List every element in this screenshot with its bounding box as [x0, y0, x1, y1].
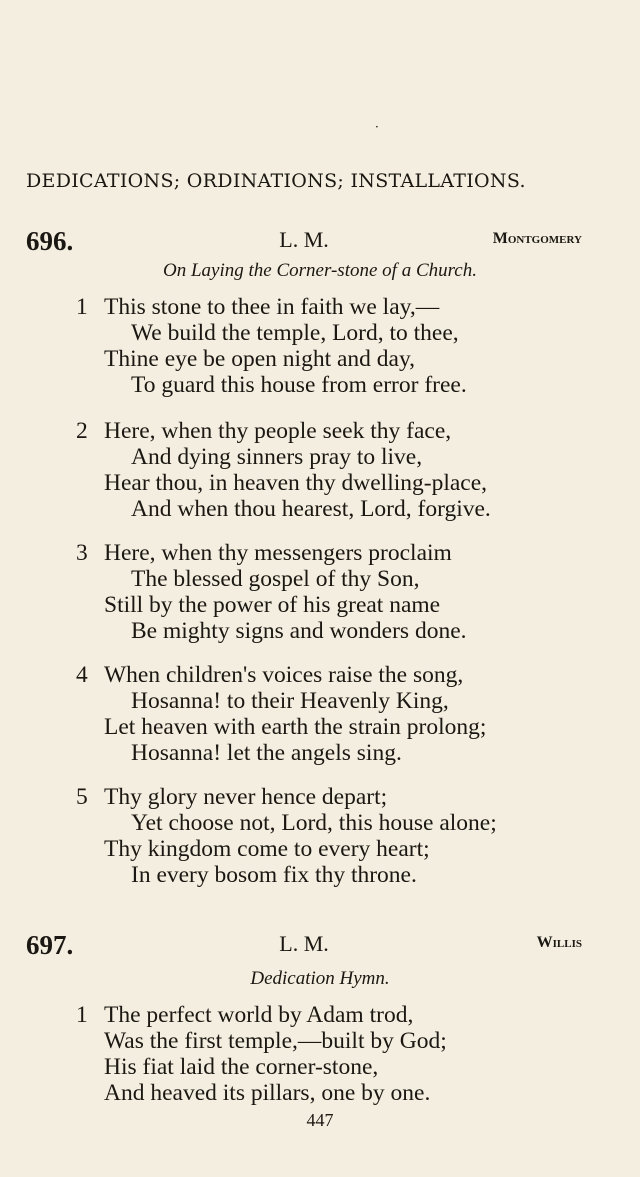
verse-line: The perfect world by Adam trod,	[104, 1002, 414, 1028]
section-header: DEDICATIONS; ORDINATIONS; INSTALLATIONS.	[26, 170, 526, 192]
verse-line: Thine eye be open night and day,	[104, 346, 416, 372]
hymn-composer: Willis	[536, 934, 582, 951]
hymn-subtitle: Dedication Hymn.	[250, 968, 390, 989]
verse-line: Here, when thy messengers proclaim	[104, 540, 452, 566]
verse-line: This stone to thee in faith we lay,—	[104, 294, 440, 320]
verse-line: The blessed gospel of thy Son,	[131, 566, 420, 592]
verse-line: Thy glory never hence depart;	[104, 784, 388, 810]
verse-line: And when thou hearest, Lord, forgive.	[131, 496, 491, 522]
verse-line: Here, when thy people seek thy face,	[104, 418, 452, 444]
hymn-number: 696.	[26, 226, 74, 256]
verse-line: When children's voices raise the song,	[104, 662, 464, 688]
verse-line: To guard this house from error free.	[131, 372, 467, 398]
hymn-number: 697.	[26, 930, 74, 960]
hymn-meter: L. M.	[279, 227, 329, 252]
verse-line: In every bosom fix thy throne.	[131, 862, 417, 888]
print-speck: ·	[375, 120, 379, 134]
verse-line: Hear thou, in heaven thy dwelling-place,	[104, 470, 488, 496]
verse-line: Hosanna! let the angels sing.	[131, 740, 402, 766]
hymn-subtitle: On Laying the Corner-stone of a Church.	[163, 260, 477, 281]
verse-line: Was the first temple,—built by God;	[104, 1028, 447, 1054]
verse-line: And dying sinners pray to live,	[131, 444, 423, 470]
stanza-number: 2	[76, 418, 88, 444]
stanza-number: 5	[76, 784, 88, 810]
hymn-meter: L. M.	[279, 931, 329, 956]
verse-line: Still by the power of his great name	[104, 592, 441, 618]
page-number: 447	[306, 1110, 334, 1130]
stanza-number: 4	[76, 662, 88, 688]
verse-line: Hosanna! to their Heavenly King,	[131, 688, 449, 714]
verse-line: Yet choose not, Lord, this house alone;	[131, 810, 497, 836]
stanza-number: 3	[76, 540, 88, 566]
verse-line: And heaved its pillars, one by one.	[104, 1080, 431, 1106]
hymn-composer: Montgomery	[492, 230, 582, 247]
stanza-number: 1	[76, 1002, 88, 1028]
verse-line: Let heaven with earth the strain prolong;	[104, 714, 487, 740]
verse-line: Thy kingdom come to every heart;	[104, 836, 430, 862]
stanza-number: 1	[76, 294, 88, 320]
verse-line: We build the temple, Lord, to thee,	[131, 320, 459, 346]
hymn-heading	[26, 930, 582, 960]
verse-line: His fiat laid the corner-stone,	[104, 1054, 379, 1080]
verse-line: Be mighty signs and wonders done.	[131, 618, 467, 644]
hymn-heading	[26, 226, 582, 256]
